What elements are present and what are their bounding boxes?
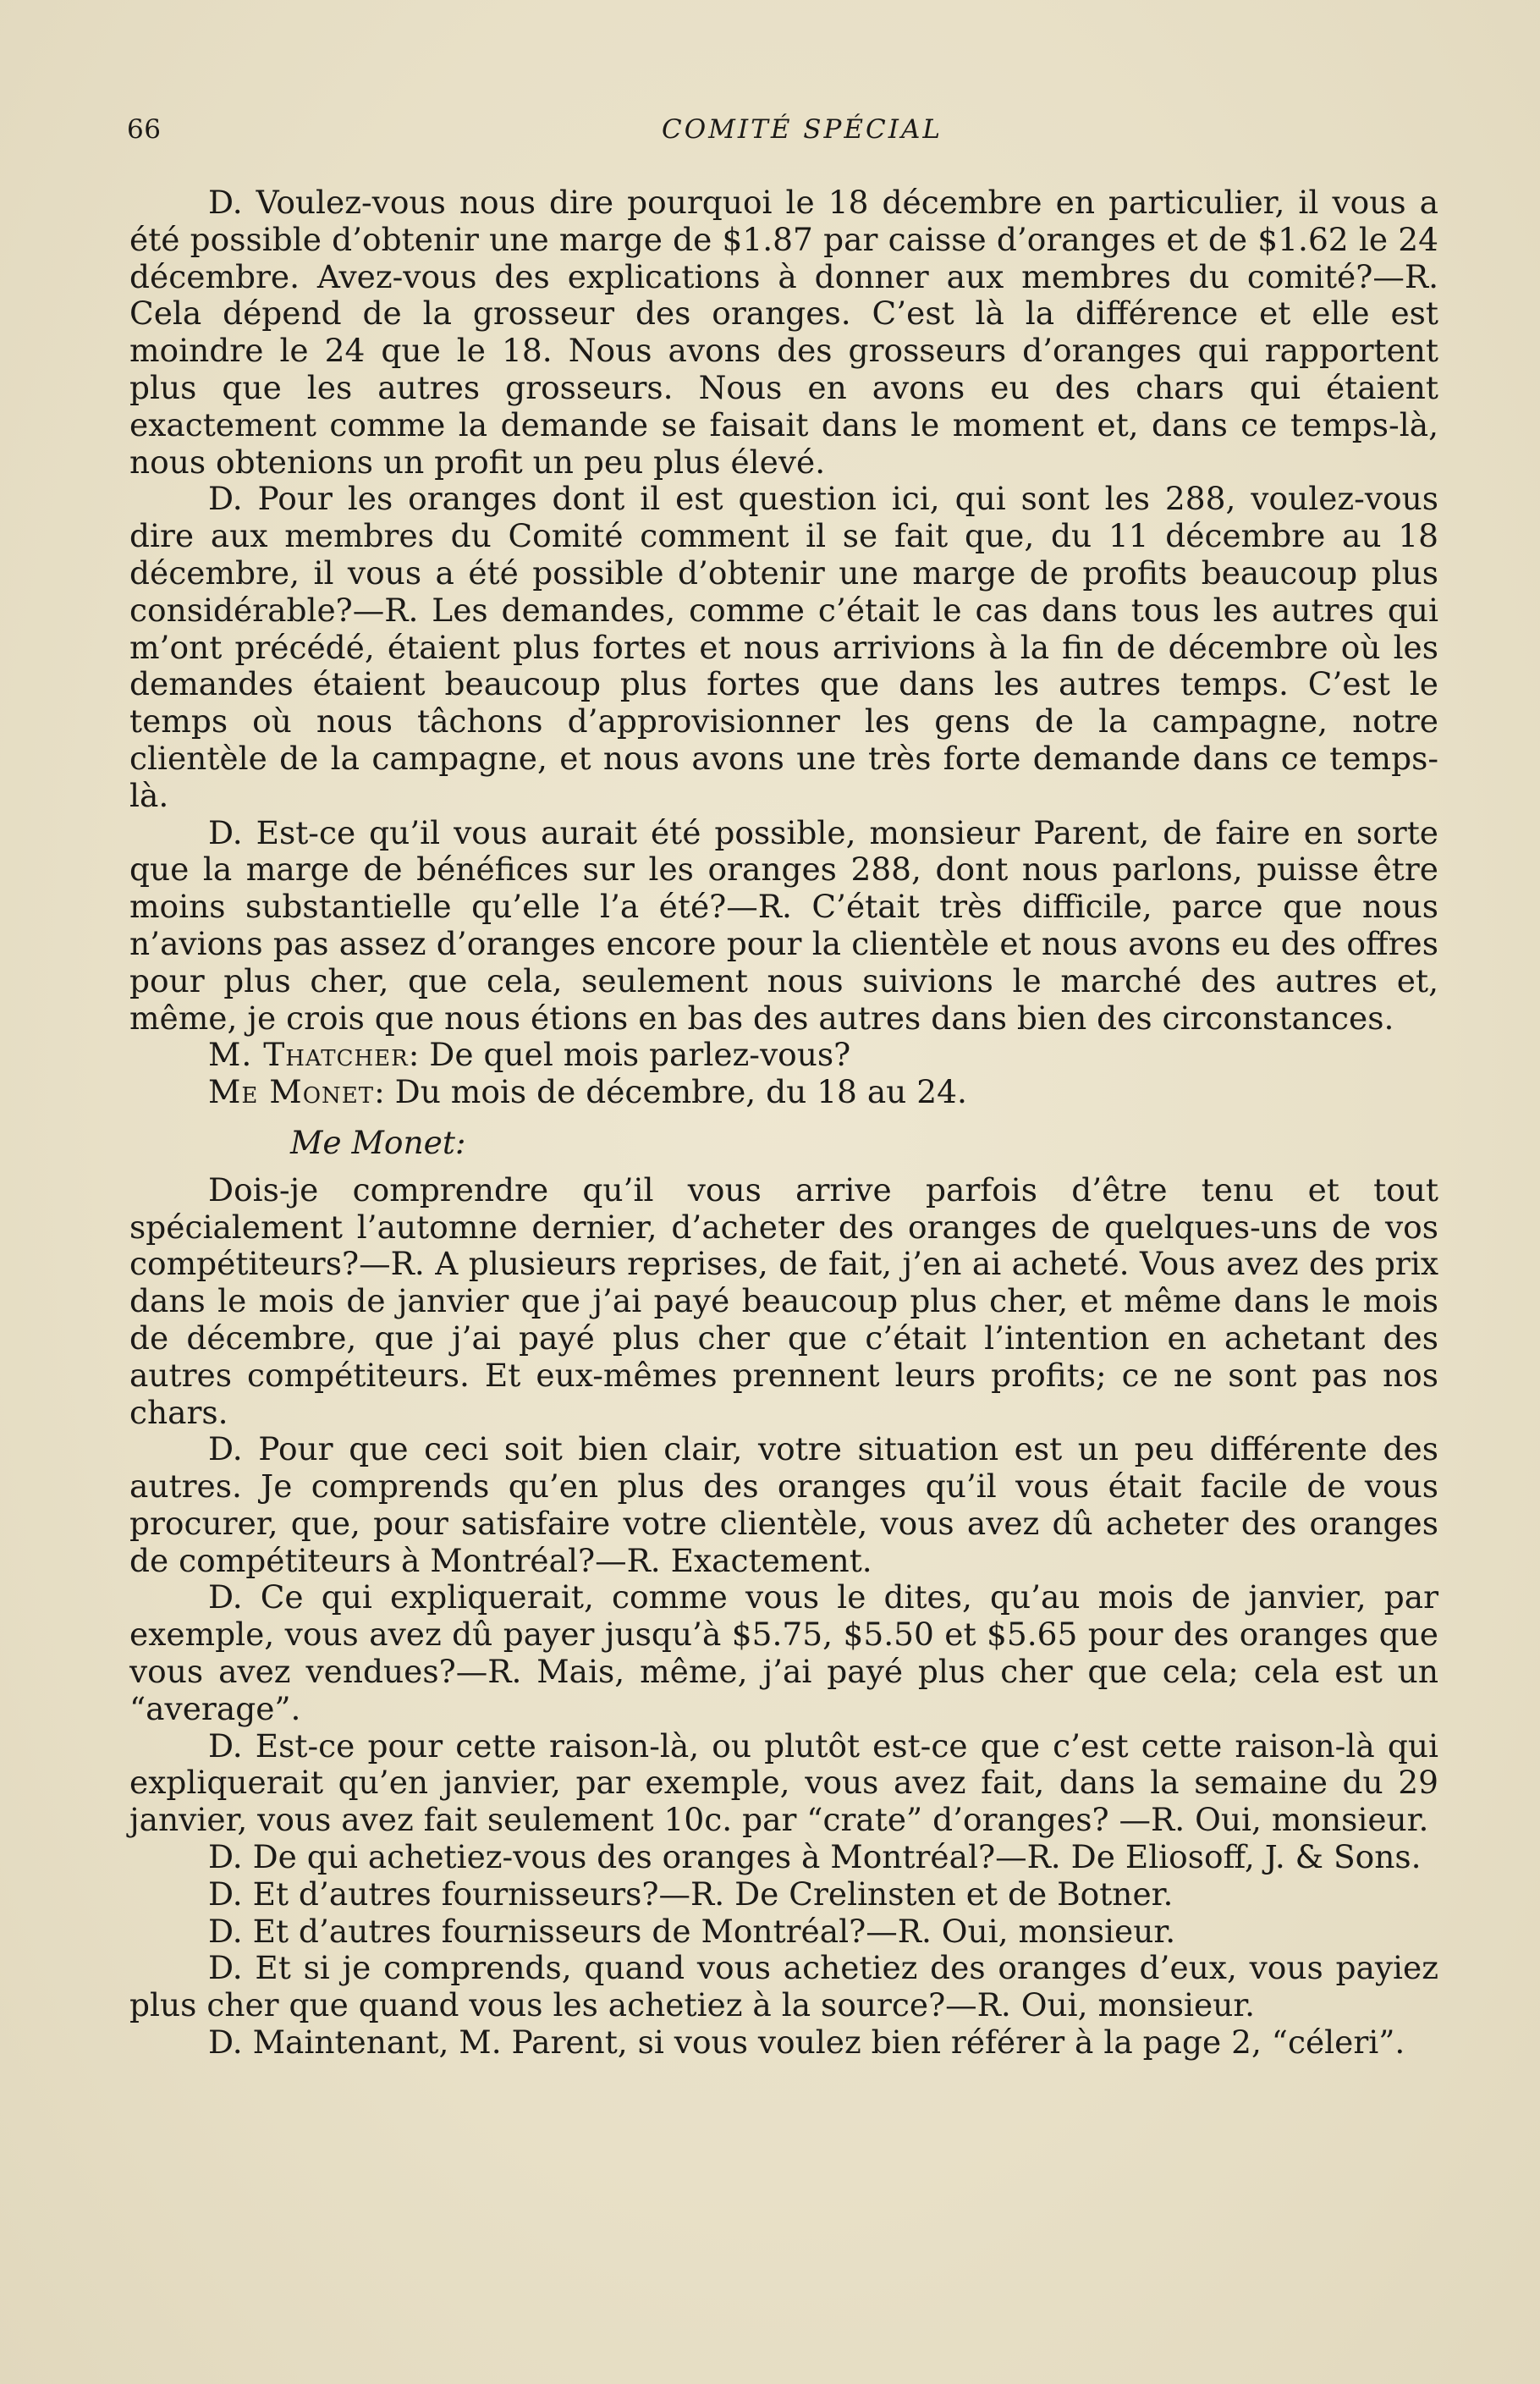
paragraph: D. Et d’autres fournisseurs de Montréal?—R. Oui, monsieur. [208, 1912, 1176, 1950]
page-number: 66 [127, 114, 162, 145]
page-header [127, 114, 1447, 157]
running-title: COMITÉ SPÉCIAL [662, 114, 943, 145]
speaker-text: : Du mois de décembre, du 18 au 24. [374, 1073, 967, 1111]
paragraph: D. Maintenant, M. Parent, si vous voulez bien référer à la page 2, “céleri”. [208, 2023, 1405, 2062]
paragraph: D. Voulez-vous nous dire pourquoi le 18 décembre en particulier, il vous a été possible d’obtenir une marge de $1.87 par caisse d’oranges et de $1.62 le 24 décembre. Avez-vous des explications à donner aux membres du comité?—R. Cela dépend de la grosseur des oranges. C’est là la différence et elle est moindre le 24 que le 18. Nous avons des grosseurs d’oranges qui rapportent plus que les autres grosseurs. Nous en avons eu des chars qui étaient exactement comme la demande se faisait dans le moment et, dans ce temps-là, nous obtenions un profit un peu plus élevé. [129, 184, 1438, 481]
paragraph: D. Est-ce qu’il vous aurait été possible, monsieur Parent, de faire en sorte que la marge de bénéfices sur les oranges 288, dont nous parlons, puisse être moins substantielle qu’elle l’a été?—R. C’était très difficile, parce que nous n’avions pas assez d’oranges encore pour la clientèle et nous avons eu des offres pour plus cher, que cela, seulement nous suivions le marché des autres et, même, je crois que nous étions en bas des autres dans bien des circonstances. [129, 813, 1438, 1037]
speaker-name: Me Monet [208, 1073, 375, 1111]
paragraph: Dois-je comprendre qu’il vous arrive parfois d’être tenu et tout spécialement l’automne dernier, d’acheter des oranges de quelques-uns de vos compétiteurs?—R. A plusieurs reprises, de fait, j’en ai acheté. Vous avez des prix dans le mois de janvier que j’ai payé beaucoup plus cher, et même dans le mois de décembre, que j’ai payé plus cher que c’était l’intention en achetant des autres compétiteurs. Et eux-mêmes prennent leurs profits; ce ne sont pas nos chars. [129, 1170, 1438, 1431]
paragraph: D. Ce qui expliquerait, comme vous le dites, qu’au mois de janvier, par exemple, vous avez dû payer jusqu’à $5.75, $5.50 et $5.65 pour des oranges que vous avez vendues?—R. Mais, même, j’ai payé plus cher que cela; cela est un “average”. [129, 1578, 1438, 1727]
paragraph: D. De qui achetiez-vous des oranges à Montréal?—R. De Eliosoff, J. & Sons. [208, 1838, 1422, 1876]
speaker-line [129, 1037, 1438, 1074]
paragraph: D. Et si je comprends, quand vous achetiez des oranges d’eux, vous payiez plus cher que quand vous les achetiez à la source?—R. Oui, monsieur. [129, 1949, 1438, 2024]
paragraph: D. Et d’autres fournisseurs?—R. De Crelinsten et de Botner. [208, 1875, 1174, 1913]
speaker-line [129, 1074, 1438, 1111]
section-heading: Me Monet: [290, 1123, 466, 1161]
page-body [129, 184, 1438, 2062]
speaker-name: M. Thatcher [208, 1036, 409, 1074]
paragraph: D. Pour les oranges dont il est question ici, qui sont les 288, voulez-vous dire aux membres du Comité comment il se fait que, du 11 décembre au 18 décembre, il vous a été possible d’obtenir une marge de profits beaucoup plus considérable?—R. Les demandes, comme c’était le cas dans tous les autres qui m’ont précédé, étaient plus fortes et nous arrivions à la fin de décembre où les demandes étaient beaucoup plus fortes que dans les autres temps. C’est le temps où nous tâchons d’approvisionner les gens de la campagne, notre clientèle de la campagne, et nous avons une très forte demande dans ce temps-là. [129, 480, 1438, 814]
paragraph: D. Pour que ceci soit bien clair, votre situation est un peu différente des autres. Je comprends qu’en plus des oranges qu’il vous était facile de vous procurer, que, pour satisfaire votre clientèle, vous avez dû acheter des oranges de compétiteurs à Montréal?—R. Exactement. [129, 1430, 1438, 1579]
paragraph: D. Est-ce pour cette raison-là, ou plutôt est-ce que c’est cette raison-là qui expliquerait qu’en janvier, par exemple, vous avez fait, dans la semaine du 29 janvier, vous avez fait seulement 10c. par “crate” d’oranges? —R. Oui, monsieur. [129, 1726, 1438, 1839]
speaker-text: : De quel mois parlez-vous? [408, 1036, 851, 1074]
